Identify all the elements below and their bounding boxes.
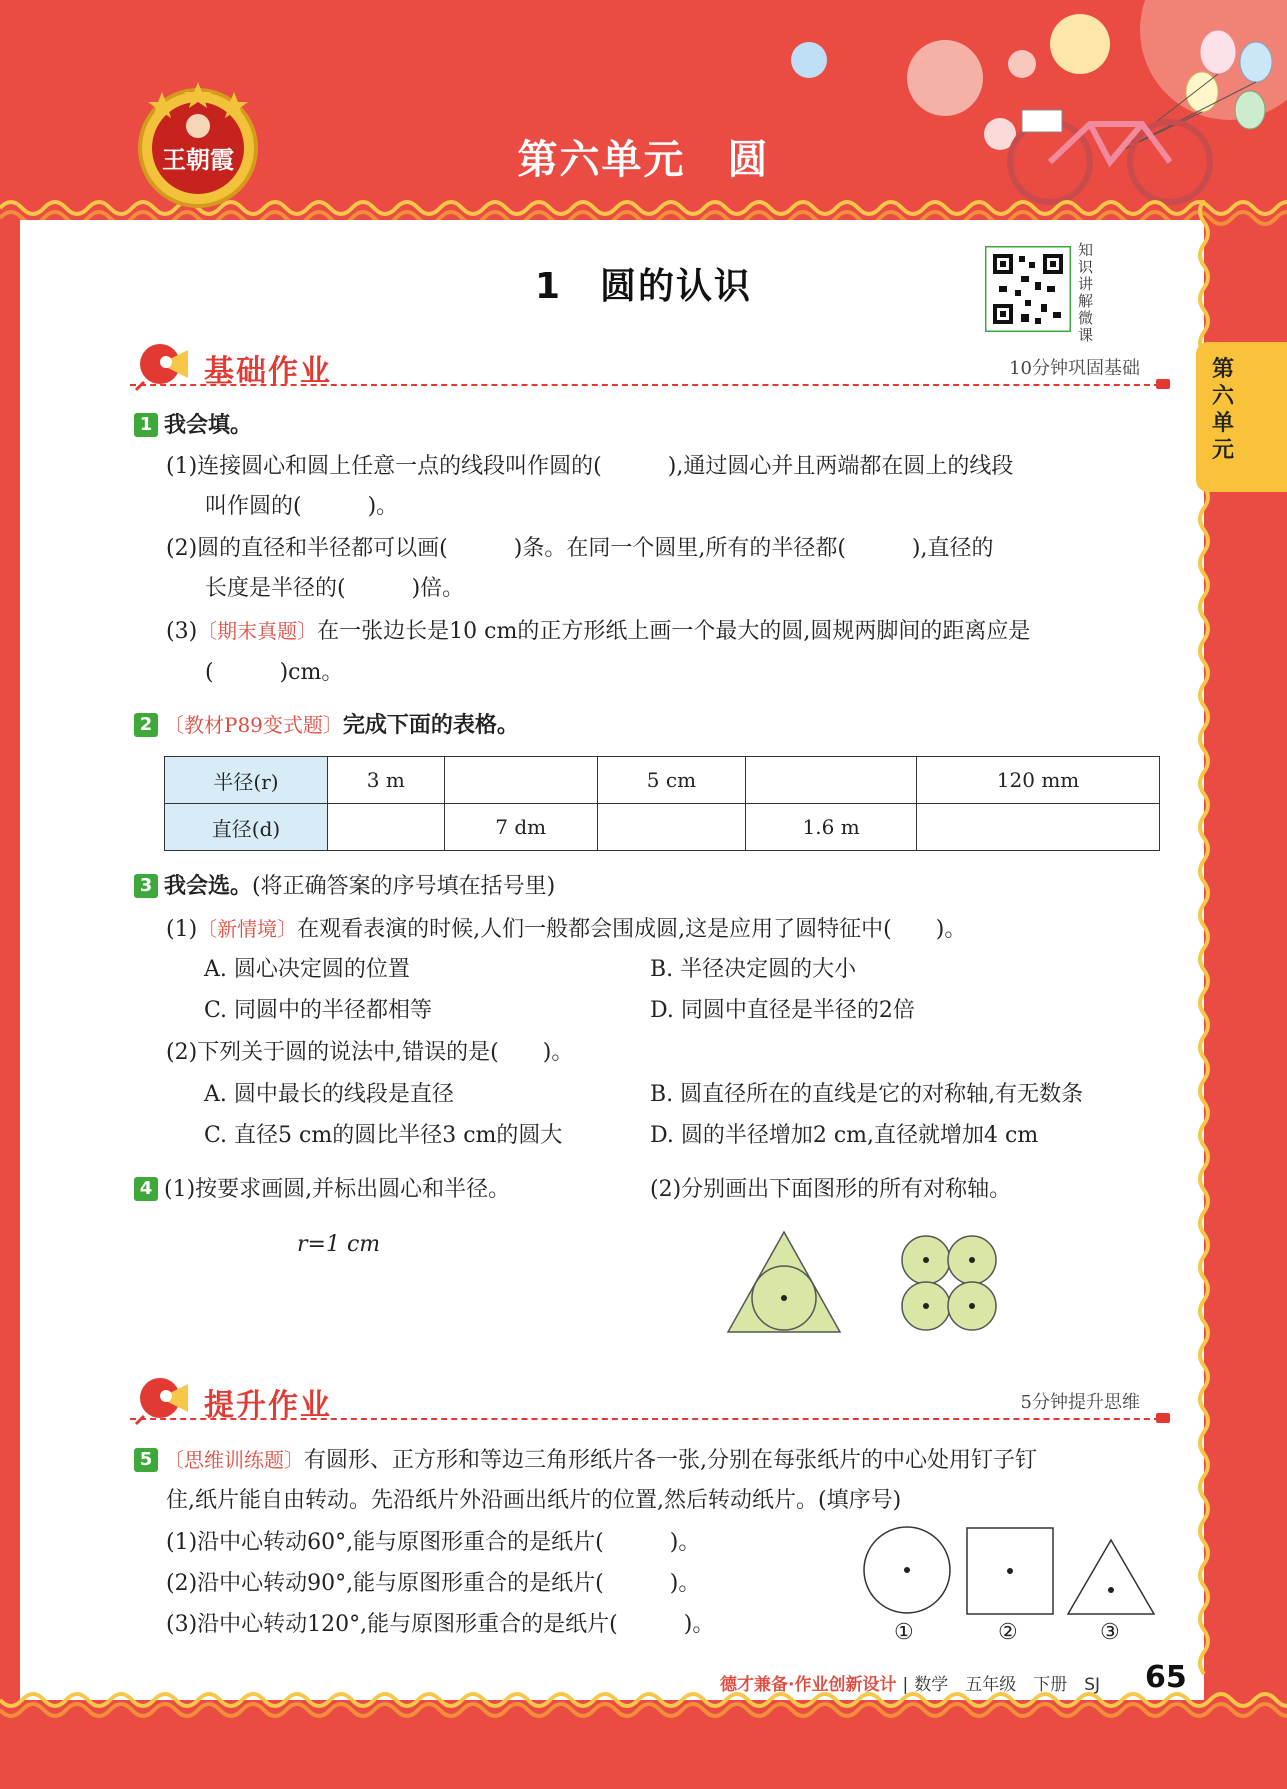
table-cell[interactable]	[328, 804, 445, 851]
textbook-tag: 〔教材P89变式题〕	[164, 713, 343, 737]
exam-tag: 〔期末真题〕	[197, 619, 318, 643]
table-cell[interactable]: 7 dm	[444, 804, 597, 851]
q5-line: 住,纸片能自由转动。先沿纸片外沿画出纸片的位置,然后转动纸片。(填序号)	[166, 1488, 902, 1513]
table-cell[interactable]	[917, 804, 1160, 851]
footer: 德才兼备·作业创新设计 | 数学 五年级 下册 SJ	[720, 1675, 1101, 1695]
table-row	[165, 757, 1160, 804]
thinking-tag: 〔思维训练题〕	[164, 1448, 304, 1472]
section-basic-note: 10分钟巩固基础	[1009, 358, 1140, 379]
q3-line: (2)下列关于圆的说法中,错误的是( )。	[166, 1040, 574, 1065]
section-advanced-label: 提升作业	[204, 1388, 332, 1423]
section-basic-label: 基础作业	[204, 354, 332, 389]
q1-line	[166, 616, 1030, 647]
q3-sub-number: (1)	[166, 917, 198, 942]
q5-sub: (1)沿中心转动60°,能与原图形重合的是纸片( )。	[166, 1530, 701, 1555]
unit-title: 第六单元 圆	[517, 137, 770, 183]
radius-label: r=1 cm	[297, 1232, 381, 1257]
q5-heading	[134, 1445, 1037, 1476]
table-cell[interactable]: 5 cm	[597, 757, 745, 804]
option-a: A. 圆心决定圆的位置	[204, 957, 410, 982]
unit-side-tab[interactable]	[1196, 342, 1287, 492]
triangle-shape	[1068, 1540, 1154, 1614]
q1-line: ( )cm。	[205, 660, 344, 685]
q3-number: 3	[134, 874, 158, 898]
q1-title: 我会填。	[164, 413, 253, 438]
q3-title: 我会选。	[164, 874, 253, 899]
footer-info: 数学 五年级 下册 SJ	[914, 1675, 1101, 1695]
bottom-wavy-border	[0, 1690, 1287, 1730]
q5-sub: (3)沿中心转动120°,能与原图形重合的是纸片( )。	[166, 1612, 715, 1637]
q2-title: 完成下面的表格。	[342, 713, 519, 738]
option-b: B. 半径决定圆的大小	[650, 957, 857, 982]
table-header-radius: 半径(r)	[165, 757, 328, 804]
option-c: C. 同圆中的半径都相等	[204, 998, 433, 1023]
q1-line: 长度是半径的( )倍。	[205, 576, 465, 601]
shape-label: ②	[998, 1620, 1018, 1645]
q3-hint: (将正确答案的序号填在括号里)	[252, 874, 556, 899]
q5-text: 有圆形、正方形和等边三角形纸片各一张,分别在每张纸片的中心处用钉子钉	[304, 1448, 1037, 1473]
q2-heading	[134, 710, 519, 741]
q4-number: 4	[134, 1177, 158, 1201]
table-cell[interactable]	[746, 757, 917, 804]
side-tab-label: 第六单元	[1212, 357, 1235, 463]
svg-text:王朝霞: 王朝霞	[162, 145, 234, 174]
content-paper	[20, 220, 1204, 1700]
q1-number: 1	[134, 413, 158, 437]
option-a: A. 圆中最长的线段是直径	[204, 1082, 454, 1107]
q3-line	[166, 914, 966, 945]
radius-diameter-table	[164, 756, 1160, 851]
q2-number: 2	[134, 713, 158, 737]
q3-heading	[134, 872, 555, 902]
q3-sub-text: 在观看表演的时候,人们一般都会围成圆,这是应用了圆特征中( )。	[297, 917, 967, 942]
q1-line: 叫作圆的( )。	[205, 494, 399, 519]
table-cell[interactable]: 120 mm	[917, 757, 1160, 804]
four-circles-figure	[902, 1236, 996, 1330]
divider-end-marker	[1156, 379, 1170, 389]
q4-part1: (1)按要求画圆,并标出圆心和半径。	[164, 1177, 511, 1202]
page-number: 65	[1145, 1660, 1187, 1695]
lesson-title: 1 圆的认识	[534, 266, 753, 307]
option-d: D. 圆的半径增加2 cm,直径就增加4 cm	[650, 1123, 1039, 1148]
section-advanced-header	[130, 1374, 1170, 1426]
q4-heading	[134, 1175, 510, 1205]
q1-line: (2)圆的直径和半径都可以画( )条。在同一个圆里,所有的半径都( ),直径的	[166, 536, 994, 561]
section-advanced-note: 5分钟提升思维	[1020, 1392, 1140, 1413]
table-row	[165, 804, 1160, 851]
qr-caption: 知识讲解微课	[1078, 241, 1094, 344]
footer-brand: 德才兼备·作业创新设计	[720, 1675, 897, 1695]
table-header-diameter: 直径(d)	[165, 804, 328, 851]
table-cell[interactable]: 1.6 m	[746, 804, 917, 851]
qr-code[interactable]	[985, 246, 1071, 332]
section-basic-header	[130, 340, 1170, 392]
context-tag: 〔新情境〕	[197, 917, 298, 941]
q1-heading	[134, 411, 252, 441]
q1-line: (1)连接圆心和圆上任意一点的线段叫作圆的( ),通过圆心并且两端都在圆上的线段	[166, 454, 1014, 479]
q1-sub-text: 在一张边长是10 cm的正方形纸上画一个最大的圆,圆规两脚间的距离应是	[317, 619, 1031, 644]
table-cell[interactable]	[444, 757, 597, 804]
q1-sub-number: (3)	[166, 619, 198, 644]
table-cell[interactable]	[597, 804, 745, 851]
table-cell[interactable]: 3 m	[328, 757, 445, 804]
section-divider	[130, 384, 1170, 386]
option-d: D. 同圆中直径是半径的2倍	[650, 998, 915, 1023]
option-b: B. 圆直径所在的直线是它的对称轴,有无数条	[650, 1082, 1084, 1107]
option-c: C. 直径5 cm的圆比半径3 cm的圆大	[204, 1123, 563, 1148]
shape-label: ①	[894, 1620, 914, 1645]
q5-sub: (2)沿中心转动90°,能与原图形重合的是纸片( )。	[166, 1571, 701, 1596]
q4-part2: (2)分别画出下面图形的所有对称轴。	[650, 1177, 1012, 1202]
symmetry-figures	[722, 1230, 1012, 1336]
shape-label: ③	[1100, 1620, 1120, 1645]
section-divider	[130, 1418, 1170, 1420]
q5-number: 5	[134, 1448, 158, 1472]
divider-end-marker	[1156, 1413, 1170, 1423]
